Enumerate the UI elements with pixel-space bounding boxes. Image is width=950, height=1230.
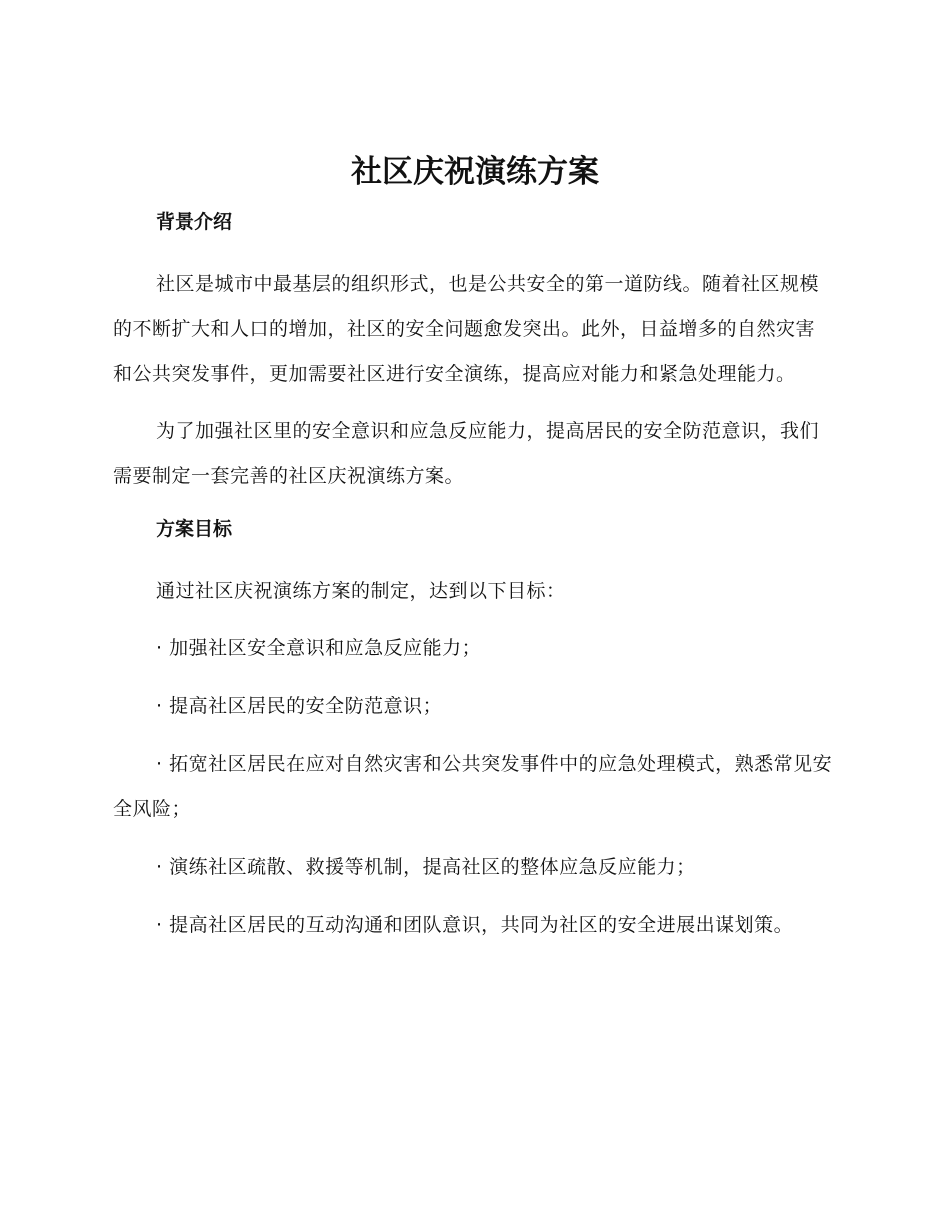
goals-intro: 通过社区庆祝演练方案的制定，达到以下目标：	[156, 580, 566, 602]
goal-item: · 拓宽社区居民在应对自然灾害和公共突发事件中的应急处理模式，熟悉常见安全风险；	[113, 753, 833, 820]
document-title: 社区庆祝演练方案	[351, 154, 599, 190]
goal-item: · 提高社区居民的安全防范意识；	[156, 695, 443, 717]
background-paragraph-1: 社区是城市中最基层的组织形式，也是公共安全的第一道防线。随着社区规模的不断扩大和人口的增加，社区的安全问题愈发突出。此外，日益增多的自然灾害和公共突发事件，更加需要社区进行安全演练，提高应对能力和紧急处理能力。	[113, 273, 820, 385]
document-body	[113, 204, 833, 961]
goal-item: · 演练社区疏散、救援等机制，提高社区的整体应急反应能力；	[156, 856, 696, 878]
goal-item: · 加强社区安全意识和应急反应能力；	[156, 637, 482, 659]
goal-item: · 提高社区居民的互动沟通和团队意识，共同为社区的安全进展出谋划策。	[156, 914, 794, 936]
section-heading-goals: 方案目标	[156, 518, 233, 540]
section-heading-background: 背景介绍	[156, 211, 233, 233]
background-paragraph-2: 为了加强社区里的安全意识和应急反应能力，提高居民的安全防范意识，我们需要制定一套完善的社区庆祝演练方案。	[113, 420, 820, 487]
